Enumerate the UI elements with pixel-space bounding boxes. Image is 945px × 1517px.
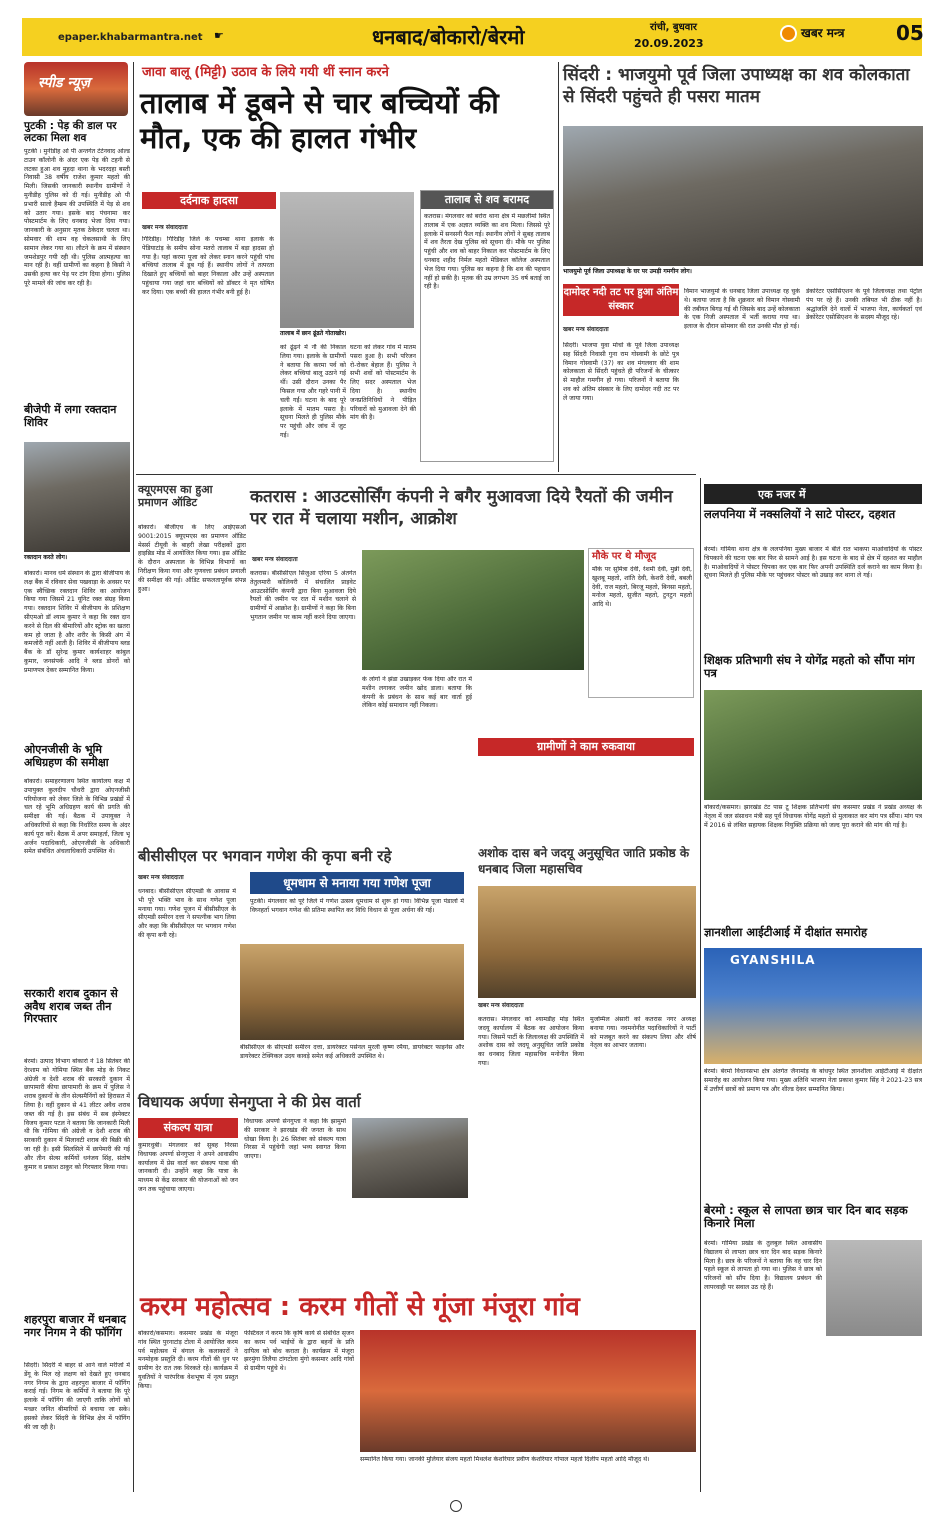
hand-pointer-icon: ☛ (214, 29, 224, 42)
ganesh-puja-photo (240, 944, 464, 1040)
right-news-1-body: बेरमो। गोमिया थाना क्षेत्र के ललपनिया मुख्य बाजार में बीते रात भाकपा माओवादियों के पोस्टर चिपकाने की घटना एक बार फिर से सामने आई है। इस घटना के बाद से क्षेत्र में दहशत का माहौल है। माओवादियों ने पोस्टर चिपका कर एक बार फिर अपनी उपस्थिति दर्ज कराने का काम किया है। सूचना मिलते ही पुलिस मौके पर पहुंचकर पोस्टर को उखाड़ कर थाना ले गई। (704, 546, 922, 580)
press-conference-photo (352, 1118, 468, 1198)
mid-horizontal-rule (136, 474, 696, 475)
arpana-body-a: कुमारधुबी। मंगलवार को सुबह निरसा विधायक अपर्णा सेनगुप्ता ने अपने आवासीय कार्यालय में प्रेस वार्ता कर संकल्प यात्रा की जानकारी दी। उन्होंने कहा कि यात्रा के माध्यम से केंद्र सरकार की योजनाओं को जन जन तक पहुंचाया जाएगा। (138, 1142, 238, 1193)
katras-byline: खबर मन्त्र संवाददाता (252, 556, 298, 563)
sindri-byline: खबर मन्त्र संवाददाता (563, 326, 609, 333)
left-news-4-body: बेरमो। उत्पाद विभाग बोकारो ने 18 सितंबर की देरशाम को गोमिया स्थित बैंक मोड़ के निकट अंग्रेजी व देशी शराब की सरकारी दुकान में छापामारी कीया छापामारी के क्रम में पुलिस ने शराब दुकानों के तीन सेल्समैनिंगों को हिरासत में लिया है। वहीं दुकान से 41 लीटर अवैध शराब जब्त की गई है। इस संबंध में सब इंस्पेक्टर विजय कुमार पटल ने बताया कि जानकारी मिली थी कि गोमिया की अंग्रेजी व देशी शराब की सरकारी दुकान में मिलावटी शराब की बिक्री की जा रही है। इसी सिलसिले में छापेमारी की गई और तीन सेल्स कर्मियों धनंजय सिंह, संतोष कुमार व प्रकाश ठाकुर को गिरफ्तार किया गया। (24, 1058, 130, 1171)
katras-present-body: मौके पर सुमित्रा देवी, रेशमी देवी, मुन्नी देवी, खुशबू महतो, शांति देवी, केशरी देवी, बबली देवी, राज महतो, बिरजू महतो, बिनसा महतो, मनोज महतो, सुजीत महतो, टुनटुन महतो आदि थे। (592, 566, 692, 609)
katras-red-headline: ग्रामीणों ने काम रुकवाया (478, 738, 694, 756)
right-news-3-headline: ज्ञानशीला आईटीआई में दीक्षांत समारोह (704, 925, 868, 939)
katras-headline: कतरास : आउटसोर्सिंग कंपनी ने बगैर मुआवजा दिये रैयतों की जमीन पर रात में चलाया मशीन, आक्रोश (250, 487, 673, 530)
bccl-body-a: धनबाद। बीसीसीएल सीएमडी के आवास में भी पूरे भक्ति भाव के साथ गणेश पूजा मनाया गया। गणेश पूजन में बीसीसीएल के सीएमडी समीरन दत्ता ने सपत्नीक भाग लिया और कहा कि बीसीसीएल पर भगवान गणेश की कृपा बनी रहे। (138, 888, 236, 939)
bccl-byline: खबर मन्त्र संवाददाता (138, 874, 184, 881)
left-news-2-body: बोकारो। मानव धर्म संस्थान के द्वारा बीजीपाय के लक्ष बैंक में रविवार सेवा पखवाड़ा के अवसर पर एक स्वैच्छिक रक्तदान शिविर का आयोजन किया गया जिसमें 21 यूनिट रक्त संग्रह किया गया। रक्तदान शिविर में बीजीपाय के प्रशिक्षण सीएमओ डॉ श्याम कुमार ने कहा कि रक्त दान करने से दिल की बीमारियों और स्ट्रोक का खतरा कम हो जाता है और शरीर के किसी अंग में कमजोरी नहीं आती है। शिविर में बीजीपाय ब्लड बैंक के डॉ सुरेन्द्र कुमार कार्यशाहर कांबुल कुमार, जनसंपर्क आदि ने ब्लड डोनरों को प्रमाणपत्र देकर सम्मानित किया। (24, 570, 130, 674)
ashok-body-a: कतरास। मंगलवार को श्यामडीह मोड़ स्थित जदयू कार्यालय में बैठक का आयोजन किया गया। जिसमें पार्टी के जिलाध्यक्ष की उपस्थिति में अशोक दास को जदयू अनुसूचित जाति प्रकोष्ठ का धनबाद जिला महासचिव मनोनीत किया गया। (478, 1016, 584, 1067)
right-news-2-body: बोकारो/कसमार। झारखंड टेट पास टू शिक्षक प्रतिभागी संघ कसमार प्रखंड ने प्रखंड अध्यक्ष के नेतृत्व में जल संसाधन मंत्री सह पूर्व विधायक योगेंद्र महतो से मुलाकात कर मांग पत्र सौंपा। मांग पत्र में 2016 से लंबित सहायक शिक्षक नियुक्ति प्रक्रिया को जल्द पूरा कराने की मांग की गई है। (704, 804, 922, 829)
lead-kicker: जावा बालू (मिट्टी) उठाव के लिये गयी थीं स्नान करने (142, 65, 389, 80)
lead-byline: खबर मन्त्र संवाददाता (142, 224, 188, 231)
gyanshila-banner-text: GYANSHILA (730, 953, 816, 967)
ganesh-banner: धूमधाम से मनाया गया गणेश पूजा (250, 872, 464, 894)
ek-nazar-label: एक नजर में (758, 488, 806, 501)
left-news-5-headline: शहरपुरा बाजार में धनबाद नगर निगम ने की फॉगिंग (24, 1313, 126, 1339)
right-news-1-headline: ललपनिया में नक्सलियों ने साटे पोस्टर, दहशत (704, 507, 896, 521)
right-news-4-body: बेरमो। गोमिया प्रखंड के तुलबुल स्थित आवासीय विद्यालय से लापता छात्र चार दिन बाद सड़क किनारे मिला है। छात्र के परिजनों ने बताया कि वह चार दिन पहले स्कूल से लापता हो गया था। पुलिस ने छात्र को परिजनों को सौंप दिया है। विद्यालय प्रबंधन की लापरवाही पर सवाल उठ रहे हैं। (704, 1240, 822, 1291)
katras-body-b: के लोगों ने झंडा उखाड़कर फेंक दिया और रात में मशीन लगाकर जमीन खोद डाला। बताया कि कंपनी के प्रबंधन के साथ कई बार वार्ता हुई लेकिन कोई समाधान नहीं निकला। (362, 676, 472, 710)
sindri-body-a: सिंदरी। भाजपा युवा मोर्चा के पूर्व जिला उपाध्यक्ष सह सिंदरी निवासी गुना राम गोस्वामी के छोटे पुत्र विमान गोस्वामी (37) का शव मंगलवार की शाम कोलकाता से सिंदरी पहुंचते ही परिजनों के चीत्कार से माहौल गमगीन हो गया। परिजनों ने बताया कि शव को अंतिम संस्कार के लिए दामोदर नदी तट पर ले जाया गया। (563, 342, 679, 402)
sindri-caption: भाजयुमो पूर्व जिला उपाध्यक्ष के घर पर उमड़ी गमगीन लोग। (563, 268, 923, 276)
ashok-byline: खबर मन्त्र संवाददाता (478, 1002, 524, 1009)
left-news-3-headline: ओएनजीसी के भूमि अधिग्रहण की समीक्षा (24, 743, 109, 769)
arpana-body-b: विधायक अपर्णा सेनगुप्ता ने कहा कि झामुमो की सरकार ने झारखंड की जनता के साथ धोखा किया है। 26 सितंबर को संकल्प यात्रा निरसा में पहुंचेगी जहां भव्य स्वागत किया जाएगा। (244, 1118, 346, 1161)
sindri-body-b: विमान भाजयुमो के धनबाद जिला उपाध्यक्ष रह चुके थे। बताया जाता है कि शुक्रवार को विमान गोस्वामी की तबीयत बिगड़ गई थी जिसके बाद उन्हें कोलकाता के एक निजी अस्पताल में भर्ती कराया गया था। इलाज के दौरान सोमवार की रात उनकी मौत हो गई। (684, 288, 800, 331)
karma-body-a: बोकारो/कसमार। कसमार प्रखंड के मंजूरा गांव स्थित पुरनाटांड़ टोला में आयोजित करम पर्व महोत्सव में बंगाल के कलाकारों ने मनमोहक प्रस्तुति दी। करम गीतों की धुन पर ग्रामीण देर रात तक थिरकते रहे। कार्यक्रम में युवतियों ने पारंपरिक वेशभूषा में नृत्य प्रस्तुत किया। (138, 1330, 238, 1390)
ashok-body-b: मुजम्मिल अंसारी को कतरास नगर अध्यक्ष बनाया गया। नवमनोनीत पदाधिकारियों ने पार्टी को मजबूत करने का संकल्प लिया और शीर्ष नेतृत्व का आभार जताया। (590, 1016, 696, 1050)
jdu-meeting-photo (478, 886, 696, 998)
registration-mark-icon (450, 1500, 462, 1512)
edition-title: धनबाद/बोकारो/बेरमो (372, 25, 525, 49)
body-found-text: कतरास। मंगलवार को बरोरा थाना क्षेत्र में मछलीमो स्थित तालाब में एक अज्ञात व्यक्ति का शव मिला। जिससे पूरे इलाके में सनसनी फैल गई। स्थानीय लोगों ने सुबह तालाब में शव तैरता देख पुलिस को सूचना दी। मौके पर पुलिस पहुंची और शव को बाहर निकाल कर पोस्टमार्टम के लिए धनबाद शहीद निर्मल महतो मेडिकल कॉलेज अस्पताल भेज दिया गया। पुलिस का कहना है कि शव की पहचान नहीं हो सकी है। मृतक की उम्र लगभग 35 वर्ष बताई जा रही है। (424, 213, 550, 291)
sindri-red-label: दामोदर नदी तट पर हुआ अंतिम संस्कार (563, 284, 679, 316)
lead-body-b: को ढूंढ़ने में नौ की निकाल लिया गया। इलाके के ग्रामीणों ने बताया कि करमा पर्व को लेकर बच्चियां बालू उठाने गई थीं। उसी दौरान उनका पैर फिसल गया और गहरे पानी में चली गईं। घटना के बाद पूरे इलाके में मातम पसरा है। सूचना मिलते ही पुलिस मौके पर पहुंची और जांच में जुट गई। (280, 344, 346, 439)
qms-body: बोकारो। बीजीएच के लिए आईएसओ 9001:2015 क्यूएमएस का प्रमाणन ऑडिट मेसर्स टीयूवी के बाहरी लेखा परीक्षकों द्वारा हाइब्रिड मोड में आयोजित किया गया। इस ऑडिट के दौरान अस्पताल के विभिन्न विभागों का निरीक्षण किया गया और गुणवत्ता प्रबंधन प्रणाली की समीक्षा की गई। ऑडिट सफलतापूर्वक संपन्न हुआ। (138, 524, 246, 593)
right-news-3-body: बेरमो। बेरमो विधानसभा क्षेत्र अंतर्गत जैनामोड़ के बांधपुर स्थित ज्ञानशीला आईटीआई में दीक्षांत समारोह का आयोजन किया गया। मुख्य अतिथि भाजपा नेता प्रकाश कुमार सिंह ने 2021-23 सत्र में उत्तीर्ण छात्रों को प्रमाण पत्र और शील्ड देकर सम्मानित किया। (704, 1068, 922, 1093)
issue-date: 20.09.2023 (634, 37, 704, 50)
city-day: रांची, बुधवार (650, 22, 698, 33)
bccl-body-b: बीसीसीएल के सीएमडी समीरन दत्ता, डायरेक्टर पर्सनल मुरली कृष्ण रमैया, डायरेक्टर फाइनेंस और डायरेक्टर टेक्निकल उदय कावड़े समेत कई अधिकारी उपस्थित थे। (240, 1044, 464, 1060)
blood-donation-photo (24, 442, 130, 552)
left-news-2-caption: रक्तदान करते लोग। (24, 554, 130, 562)
katras-protest-photo (362, 550, 584, 670)
lead-photo-caption: तालाब में छान ढूंढते गोताखोर। (280, 330, 414, 338)
left-news-4-headline: सरकारी शराब दुकान से अवैध शराब जब्त तीन गिरफ्तार (24, 987, 118, 1026)
arpana-headline: विधायक अर्पणा सेनगुप्ता ने की प्रेस वार्ता (138, 1093, 361, 1111)
left-news-3-body: बोकारो। समाहरणालय स्थित कार्यालय कक्ष में उपायुक्त कुलदीप चौधरी द्वारा ओएनजीसी परियोजना को लेकर जिले के विभिन्न प्रखंडों में चल रहे भूमि अधिग्रहण कार्य की प्रगति की समीक्षा की गई। बैठक में उपायुक्त ने अधिकारियों से कहा कि निर्धारित समय के अंदर कार्य पूरा करें। बैठक में अपर समाहर्ता, जिला भू अर्जन पदाधिकारी, ओएनजीसी के अधिकारी समेत संबंधित अंचलाधिकारी उपस्थित थे। (24, 778, 130, 856)
left-news-2-headline: बीजेपी में लगा रक्तदान शिविर (24, 403, 117, 429)
sindri-body-c: डेकोरेटर एसोसिएशन के पूर्व जिलाध्यक्ष तथा पेट्रोल पंप पर रहे हैं। उनकी तबियत भी ठीक नहीं है। श्रद्धांजलि देने वालों में भाजपा नेता, कार्यकर्ता एवं डेकोरेटर एसोसिएशन के सदस्य मौजूद रहे। (806, 288, 922, 322)
lead-red-label: दर्दनाक हादसा (142, 192, 276, 209)
page-number: 05 (896, 21, 924, 45)
karma-caption: सम्मानित किया गया। जानकी मुलियार संजय महतो मिथलेश केशरियार प्रवीण केशरियार गोपाल महतो दिलीप महतो आदि मौजूद थे। (360, 1456, 650, 1463)
left-news-1-headline: पुटकी : पेड़ की डाल पर लटका मिला शव (24, 120, 117, 145)
lead-body-a: गिरिडीह। गिरिडीह जिले के पचम्बा थाना इलाके के पेडियाटांड़ के समीप सोना मतरो तालाब में बड़ा हादसा हो गया है। यहां करमा पूजा को लेकर स्नान करने पहुंची पांच बच्चियां तालाब में डूब गई हैं। स्थानीय लोगों ने तत्परता दिखाते हुए बच्चियों को बाहर निकाला और उन्हें अस्पताल पहुंचाया गया जहां चार बच्चियों को डॉक्टर ने मृत घोषित कर दिया। एक बच्ची की हालत गंभीर बनी हुई है। (142, 236, 274, 296)
right-news-4-headline: बेरमो : स्कूल से लापता छात्र चार दिन बाद सड़क किनारे मिला (704, 1203, 908, 1231)
sindri-crowd-photo (563, 126, 923, 266)
right-news-2-headline: शिक्षक प्रतिभागी संघ ने योगेंद्र महतो को सौंपा मांग पत्र (704, 653, 915, 681)
speed-news-label: स्पीड न्यूज़ (38, 75, 91, 91)
sindri-headline: सिंदरी : भाजयुमो पूर्व जिला उपाध्यक्ष का शव कोलकाता से सिंदरी पहुंचते ही पसरा मातम (563, 65, 910, 108)
missing-student-photo (826, 1240, 922, 1336)
katras-present-headline: मौके पर थे मौजूद (592, 551, 657, 562)
teachers-meeting-photo (704, 690, 922, 800)
left-news-1-body: पुटकी । मुनीडीह ओ पी अन्तर्गत टेटेनवाद ओल्ड टाउन कॉलोनी के अंदर एक पेड़ की टहनी से लटका हुआ शव मुहदा थाना के भदरदहा बस्ती निवासी 38 वर्षीय राजेश कुमार महतो की मिली। जिसकी जानकारी स्थानीय ग्रामीणों ने मुनीडीह पुलिस को दी गई। मुनीडीह ओ पी प्रभारी सालो हैम्ब्रम की उपस्थिति में पेड़ से शव को उतार गया। इसके बाद पंचनामा कर पोस्टमार्टम के लिए धनबाद भेजा दिया गया। जानकारी के अनुसार मृतक ठेकेदार चलता था। सोमवार की शाम वह चेकलसाथी के लिए सामान लेकर गया था। लौटने के क्रम में संस्थान जमशेडपुर गयी रही थी। पुलिस आत्महत्या का मान रही है। वहीं ग्रामीणों का कहना है किसी ने उसकी हत्या कर पेड़ पर टांग दिया होगा। पुलिस पूरे मामले की जांच कर रही है। (24, 148, 130, 287)
karma-headline: करम महोत्सव : करम गीतों से गूंजा मंजूरा गांव (140, 1292, 580, 1322)
lead-headline: तालाब में डूबने से चार बच्चियों की मौत, एक की हालत गंभीर (140, 86, 499, 155)
right-column-divider (700, 478, 701, 1492)
arpana-red-label: संकल्प यात्रा (138, 1118, 238, 1138)
qms-headline: क्यूएमएस का हुआ प्रमाणन ऑडिट (138, 483, 213, 509)
center-divider (558, 62, 559, 472)
body-found-headline: तालाब से शव बरामद (421, 191, 553, 209)
left-column-divider (133, 62, 134, 1492)
ganesh-banner-body: पुटकी। मंगलवार को पूरे जिले में गणेश उत्सव धूमधाम से शुरू हो गया। विभिन्न पूजा पंडालों में विघ्नहर्ता भगवान गणेश की प्रतिमा स्थापित कर विधि विधान से पूजा अर्चना की गई। (250, 898, 464, 914)
katras-body-a: कतरास। बीसीसीएल सिजुआ एरिया 5 अंतर्गत तेतुलमारी कोलियरी में संचालित प्राइवेट आउटसोर्सिंग कंपनी द्वारा बिना मुआवजा दिये रैयतों की जमीन पर रात में मशीन चलाने से ग्रामीणों में आक्रोश है। ग्रामीणों ने कहा कि बिना भुगतान जमीन पर काम नहीं करने दिया जाएगा। (250, 570, 356, 621)
bccl-headline: बीसीसीएल पर भगवान गणेश की कृपा बनी रहे (138, 847, 392, 865)
karma-body-b: फेस्टिवल ने करम कि कृषि कार्य से संबंधित सृजन का करम पर्व भाईयों के द्वारा बहनों के प्रति दायित्व को बोध कराता है। कार्यक्रम में मंजूरा झरमुंगा तिलैया टांगटोला मुंगो कसमार आदि गांवों से ग्रामीण पहुंचे थे। (244, 1330, 354, 1373)
brand-name: खबर मन्त्र (801, 26, 845, 40)
brand-logo-icon (780, 25, 797, 42)
ek-nazar-bar (704, 484, 922, 504)
site-url[interactable]: epaper.khabarmantra.net (58, 32, 203, 43)
left-news-5-body: सिंदरी। सिंदरी में बाहर से आने वाले मरीजों में डेंगू के मिल रहे लक्षण को देखते हुए धनबाद नगर निगम के द्वारा शहरपुरा बाजार में फॉगिंग कराई गई। निगम के कर्मियों ने बताया कि पूरे इलाके में फॉगिंग की जाएगी ताकि लोगों को मच्छर जनित बीमारियों से बचाया जा सके। इसको लेकर सिंदरी के विभिन्न क्षेत्र में फॉगिंग की जा रही है। (24, 1362, 130, 1431)
divers-photo (280, 192, 414, 328)
lead-body-c: घटना को लेकर गांव में मातम पसरा हुआ है। सभी परिजन रो-रोकर बेहाल हैं। पुलिस ने सभी शवों को पोस्टमार्टम के लिए सदर अस्पताल भेज दिया है। स्थानीय जनप्रतिनिधियों ने पीड़ित परिवारों को मुआवजा देने की मांग की है। (350, 344, 416, 422)
karma-dance-photo (360, 1330, 696, 1452)
ashok-headline: अशोक दास बने जदयू अनुसूचित जाति प्रकोष्ठ के धनबाद जिला महासचिव (478, 846, 690, 876)
